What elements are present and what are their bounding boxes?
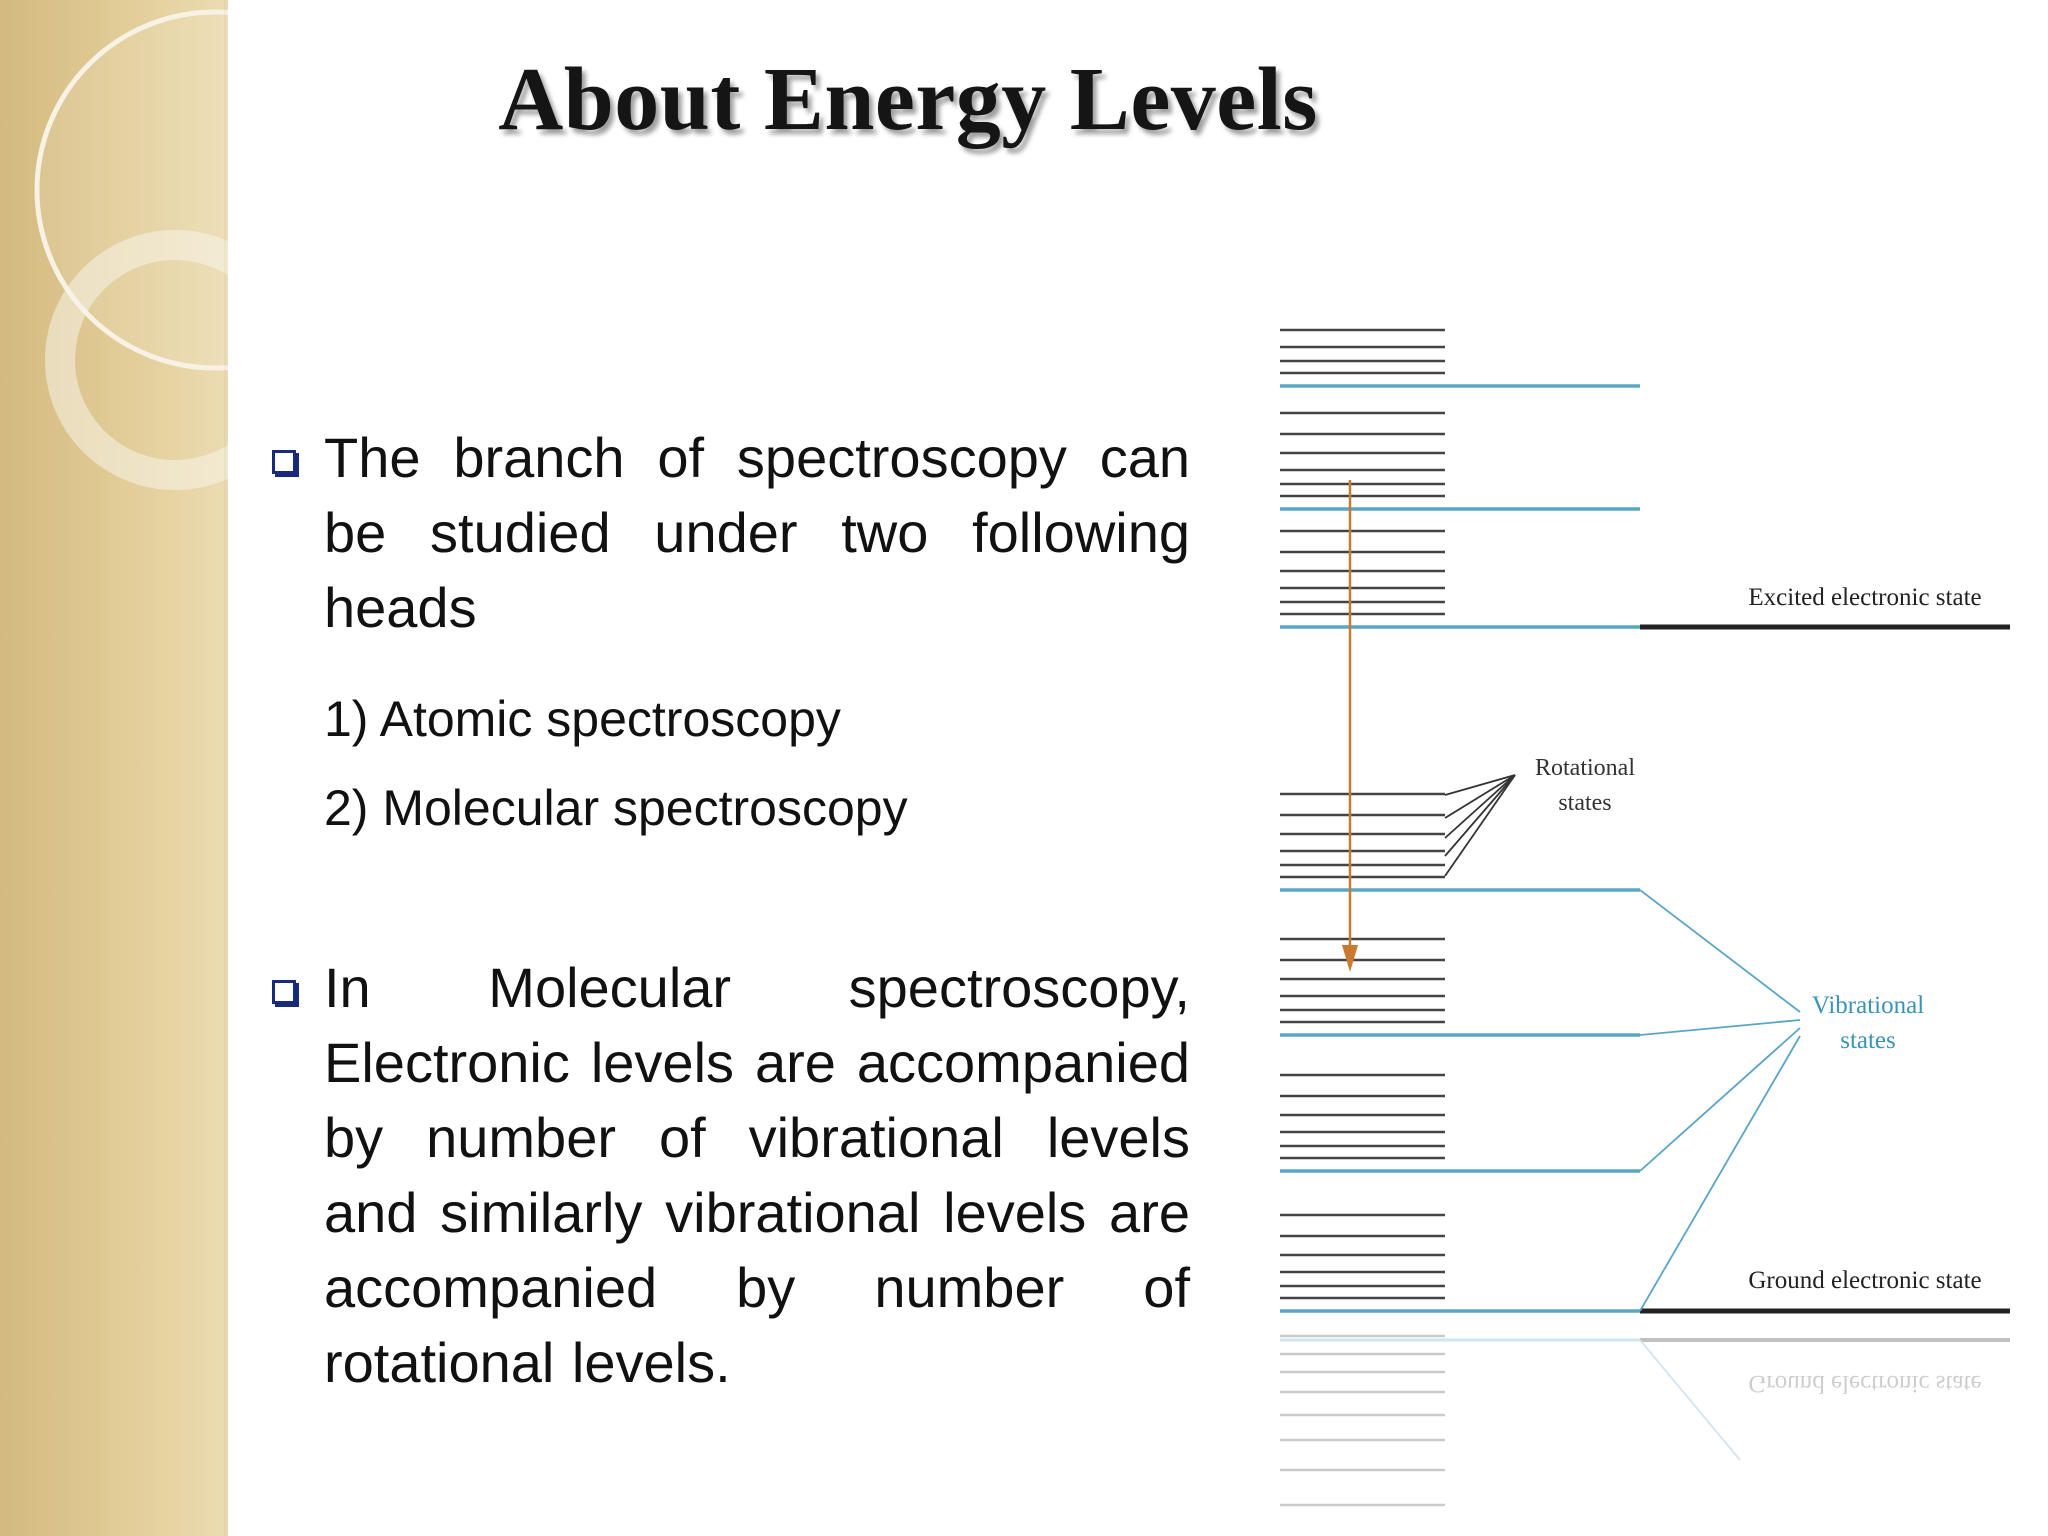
ground-state-label: Ground electronic state <box>1748 1267 1982 1294</box>
bullet-checkbox-icon <box>272 980 296 1004</box>
vibrational-label-line1: Vibrational <box>1811 992 1925 1019</box>
rotational-label-line1: Rotational <box>1535 755 1635 781</box>
diagram-reflection <box>1280 1336 2010 1505</box>
slide-title: About Energy Levels <box>498 50 1318 149</box>
decorative-circles <box>0 0 228 1536</box>
energy-level-diagram <box>1270 320 2030 1536</box>
rotational-pointer-line <box>1445 775 1515 856</box>
vibrational-pointer-line <box>1640 890 1800 1012</box>
reflection-line <box>1640 1340 1740 1460</box>
bullet-text: The branch of spectroscopy can be studied under two following heads <box>324 426 1190 639</box>
bullet-text: In Molecular spectroscopy, Electronic levels are accompanied by number of vibrational levels and similarly vibrational levels are accompanied by number of rotational levels. <box>324 956 1190 1394</box>
label-pointer-lines <box>1445 775 1800 1311</box>
rotational-label-line2: states <box>1558 790 1612 816</box>
electronic-state-lines <box>1640 627 2010 1311</box>
excited-state-label: Excited electronic state <box>1748 584 1982 611</box>
decorative-sidebar <box>0 0 228 1536</box>
rotational-pointer-line <box>1445 775 1515 818</box>
rotational-pointer-line <box>1445 775 1515 876</box>
transition-arrow <box>1342 480 1358 972</box>
bullet-checkbox-icon <box>272 450 296 474</box>
vibrational-pointer-line <box>1640 1028 1800 1171</box>
vibrational-label-line2: states <box>1840 1027 1896 1054</box>
sub-item-molecular: 2) Molecular spectroscopy <box>324 780 908 836</box>
rotational-level-lines <box>1280 320 1445 1298</box>
transition-arrow-head <box>1342 945 1358 972</box>
vibrational-level-lines <box>1280 386 1640 1311</box>
ground-state-label-reflection: Ground electronic state <box>1748 1370 1982 1397</box>
vibrational-pointer-line <box>1640 1020 1800 1035</box>
sub-item-atomic: 1) Atomic spectroscopy <box>324 691 841 747</box>
